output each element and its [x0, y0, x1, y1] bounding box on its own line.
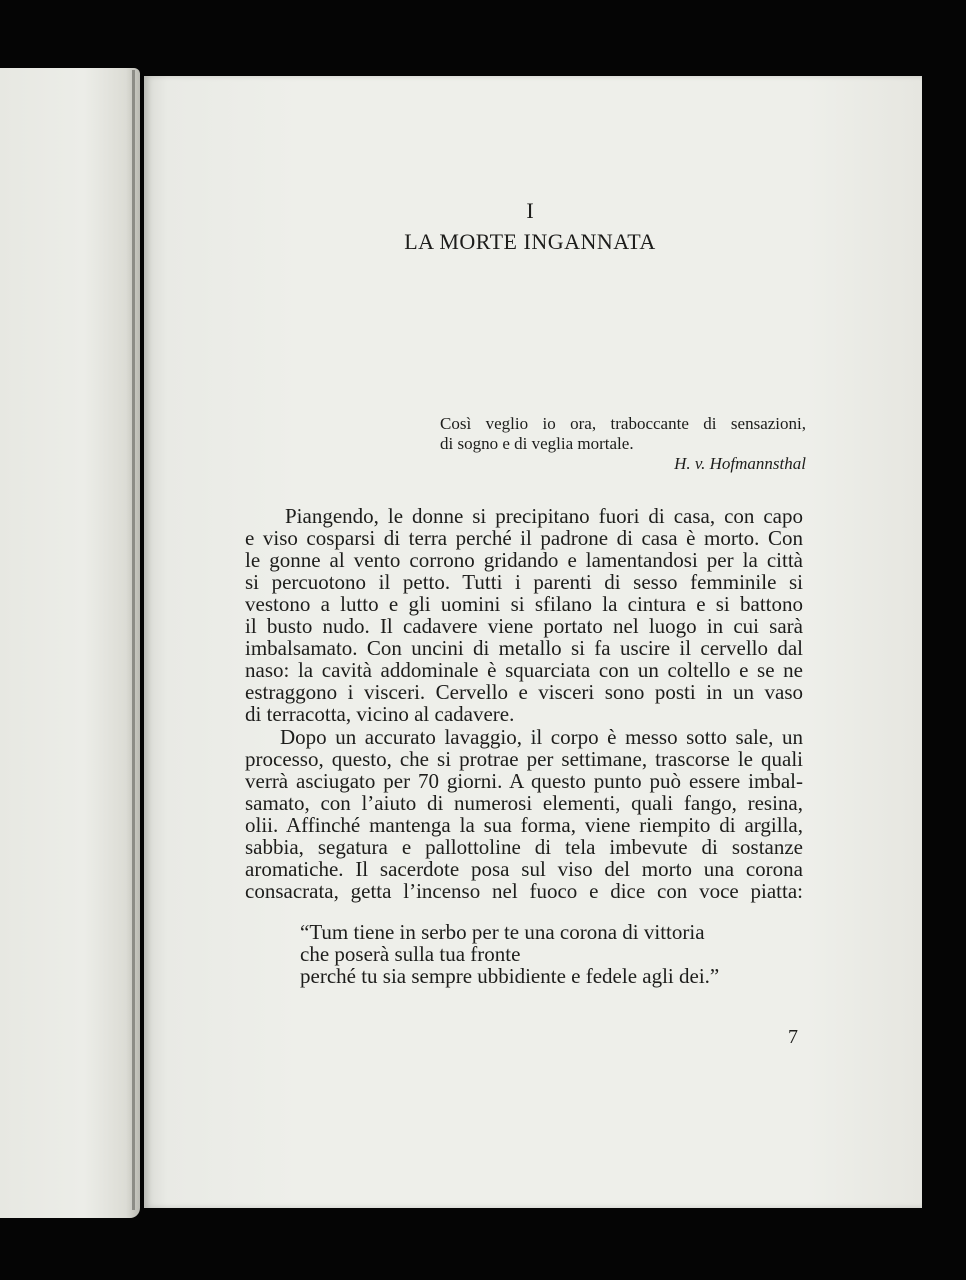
- epigraph-author: H. v. Hofmannsthal: [674, 454, 806, 473]
- epigraph-line: Così veglio io ora, traboccante di sensazioni,: [440, 414, 806, 433]
- body-line: di terracotta, vicino al cadavere.: [245, 702, 515, 726]
- verse-line: che poserà sulla tua fronte: [300, 942, 521, 966]
- epigraph-line: di sogno e di veglia mortale.: [440, 434, 634, 453]
- body-line: estraggono i visceri. Cervello e visceri sono posti in un vaso: [245, 680, 803, 704]
- body-line: si percuotono il petto. Tutti i parenti di sesso femminile si: [245, 570, 803, 594]
- chapter-number: I: [526, 198, 534, 223]
- body-line: processo, questo, che si protrae per settimane, trascorse le quali: [245, 747, 803, 771]
- body-line: olii. Affinché mantenga la sua forma, viene riempito di argilla,: [245, 813, 803, 837]
- body-line: e viso cosparsi di terra perché il padrone di casa è morto. Con: [245, 526, 803, 550]
- body-line: Piangendo, le donne si precipitano fuori di casa, con capo: [285, 504, 803, 528]
- body-line: samato, con l’aiuto di numerosi elementi, quali fango, resina,: [245, 791, 803, 815]
- body-line: verrà asciugato per 70 giorni. A questo punto può essere imbal-: [245, 769, 803, 793]
- body-line: vestono a lutto e gli uomini si sfilano la cintura e si battono: [245, 592, 803, 616]
- chapter-title: LA MORTE INGANNATA: [404, 229, 656, 254]
- body-line: naso: la cavità addominale è squarciata con un coltello e se ne: [245, 658, 803, 682]
- page-number: 7: [788, 1026, 798, 1048]
- body-line: aromatiche. Il sacerdote posa sul viso del morto una corona: [245, 857, 803, 881]
- body-line: Dopo un accurato lavaggio, il corpo è messo sotto sale, un: [280, 725, 803, 749]
- body-line: imbalsamato. Con uncini di metallo si fa uscire il cervello dal: [245, 636, 803, 660]
- body-line: il busto nudo. Il cadavere viene portato nel luogo in cui sarà: [245, 614, 803, 638]
- body-line: consacrata, getta l’incenso nel fuoco e dice con voce piatta:: [245, 879, 803, 903]
- verse-line: perché tu sia sempre ubbidiente e fedele agli dei.”: [300, 964, 720, 988]
- body-line: le gonne al vento corrono gridando e lamentandosi per la città: [245, 548, 803, 572]
- verse-line: “Tum tiene in serbo per te una corona di vittoria: [300, 920, 705, 944]
- body-line: sabbia, segatura e pallottoline di tela imbevute di sostanze: [245, 835, 803, 859]
